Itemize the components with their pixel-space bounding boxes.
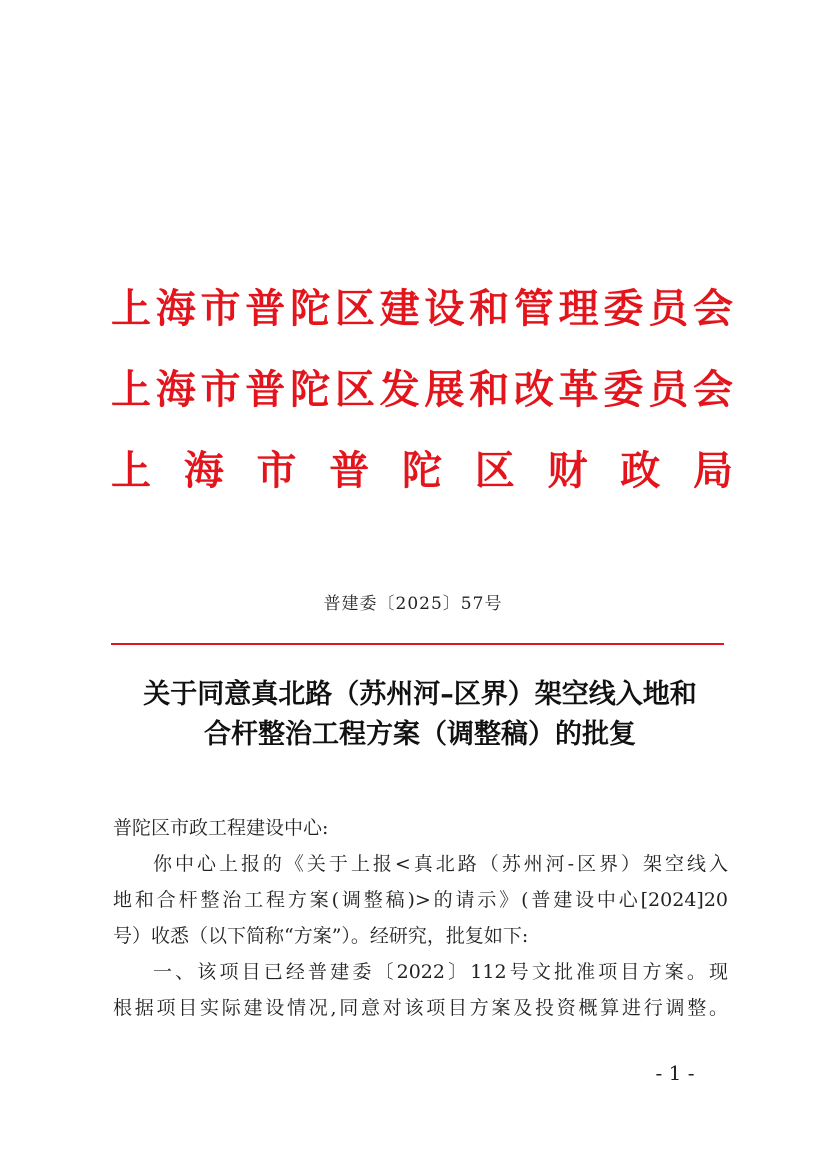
issuer-character: 委 [603, 285, 644, 332]
issuer-character: 陀 [290, 285, 331, 332]
issuer-character: 财 [547, 447, 588, 494]
issuer-character: 普 [329, 447, 370, 494]
document-title-line-1: 关于同意真北路（苏州河–区界）架空线入地和 [143, 679, 697, 710]
issuer-character: 普 [245, 285, 286, 332]
issuer-character: 区 [334, 366, 375, 413]
issuer-character: 改 [513, 366, 554, 413]
issuer-character: 海 [155, 366, 196, 413]
issuer-character: 普 [245, 366, 286, 413]
issuer-character: 市 [200, 285, 241, 332]
issuer-character: 设 [424, 285, 465, 332]
paragraph-1-line-1: 你中心上报的《关于上报<真北路（苏州河-区界）架空线入 [153, 853, 728, 875]
paragraph-2-line-2: 根据项目实际建设情况,同意对该项目方案及投资概算进行调整。 [113, 997, 728, 1019]
issuer-character: 市 [200, 366, 241, 413]
red-separator-line [111, 643, 724, 645]
issuer-character: 员 [648, 285, 689, 332]
paragraph-1-line-2: 地和合杆整治工程方案(调整稿)>的请示》(普建设中心[2024]20 [113, 889, 728, 911]
issuer-character: 海 [155, 285, 196, 332]
paragraph-1-line-3: 号）收悉（以下简称“方案”）。经研究，批复如下: [113, 925, 529, 947]
issuer-line-construction-committee [111, 281, 733, 337]
issuer-character: 市 [256, 447, 297, 494]
issuer-character: 陀 [402, 447, 442, 494]
issuer-character: 陀 [290, 366, 331, 413]
issuer-character: 上 [111, 366, 151, 413]
issuer-character: 和 [469, 366, 510, 413]
issuer-character: 上 [111, 285, 151, 332]
document-title [100, 675, 740, 755]
issuer-character: 政 [620, 447, 661, 494]
issuer-character: 员 [648, 366, 689, 413]
issuer-character: 管 [513, 285, 554, 332]
document-number: 普建委〔2025〕57号 [323, 594, 503, 614]
issuer-character: 区 [334, 285, 375, 332]
document-title-line-2: 合杆整治工程方案（调整稿）的批复 [204, 719, 636, 750]
issuer-character: 展 [424, 366, 465, 413]
page-number: - 1 - [655, 1061, 695, 1085]
issuer-character: 理 [558, 285, 599, 332]
issuer-character: 和 [469, 285, 510, 332]
issuer-character: 会 [692, 285, 733, 332]
issuer-character: 会 [692, 366, 733, 413]
issuer-character: 上 [111, 447, 151, 494]
issuer-character: 发 [379, 366, 420, 413]
issuer-character: 海 [183, 447, 224, 494]
document-body [113, 810, 728, 1026]
paragraph-2-line-1: 一、该项目已经普建委〔2022〕112号文批准项目方案。现 [153, 961, 728, 983]
issuer-character: 区 [474, 447, 515, 494]
issuer-character: 委 [603, 366, 644, 413]
addressee: 普陀区市政工程建设中心: [113, 817, 329, 839]
issuer-character: 建 [379, 285, 420, 332]
issuer-line-finance-bureau [111, 443, 733, 499]
issuer-line-development-committee [111, 362, 733, 418]
issuer-character: 革 [558, 366, 599, 413]
issuer-character: 局 [693, 447, 733, 494]
